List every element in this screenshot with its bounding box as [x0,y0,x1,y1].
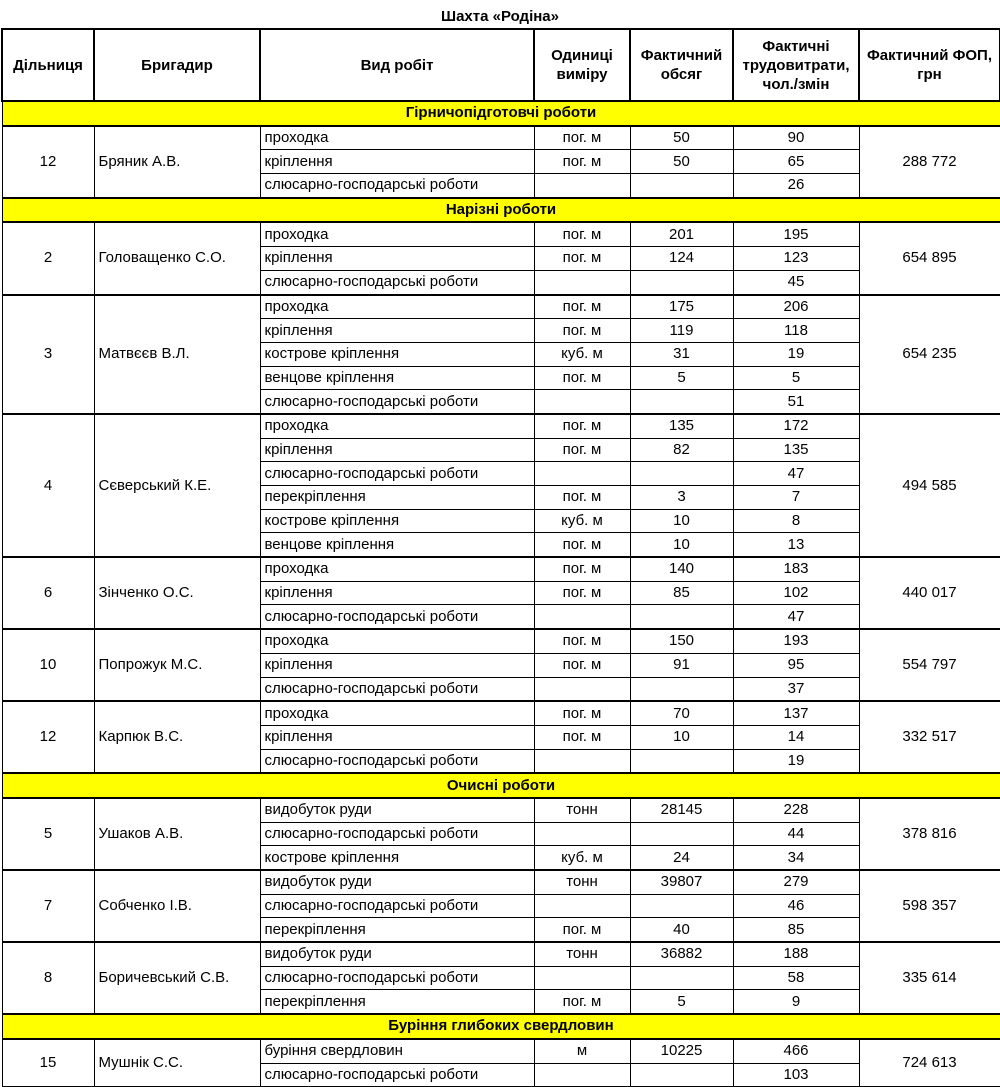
labor-cell: 188 [733,942,859,966]
unit-cell: пог. м [534,918,630,942]
foreman-name: Зінченко О.С. [94,557,260,629]
unit-cell: пог. м [534,414,630,438]
labor-cell: 137 [733,701,859,725]
volume-cell: 70 [630,701,733,725]
work-type: слюсарно-господарські роботи [260,677,534,701]
labor-cell: 47 [733,605,859,629]
work-type: перекріплення [260,990,534,1014]
labor-cell: 58 [733,966,859,990]
labor-cell: 279 [733,870,859,894]
section-number: 8 [2,942,94,1014]
work-type: буріння свердловин [260,1039,534,1063]
volume-cell: 150 [630,629,733,653]
labor-cell: 206 [733,295,859,319]
table-row [2,222,1000,246]
work-type: венцове кріплення [260,366,534,390]
unit-cell: куб. м [534,342,630,366]
unit-cell [534,822,630,846]
table-row [2,1039,1000,1063]
table-row [2,414,1000,438]
labor-cell: 13 [733,533,859,557]
labor-cell: 466 [733,1039,859,1063]
work-type: кріплення [260,319,534,343]
labor-cell: 46 [733,894,859,918]
foreman-name: Бряник А.В. [94,126,260,198]
unit-cell: куб. м [534,509,630,533]
labor-cell: 95 [733,653,859,677]
unit-cell: пог. м [534,295,630,319]
labor-cell: 51 [733,390,859,414]
table-header [2,29,1000,101]
section-number: 4 [2,414,94,557]
work-type: слюсарно-господарські роботи [260,390,534,414]
unit-cell [534,966,630,990]
category-row [2,773,1000,798]
unit-cell: пог. м [534,319,630,343]
header-volume: Фактичний обсяг [630,29,733,101]
work-type: проходка [260,222,534,246]
unit-cell: пог. м [534,653,630,677]
volume-cell [630,174,733,198]
work-type: венцове кріплення [260,533,534,557]
work-type: проходка [260,629,534,653]
table-body [2,101,1000,1087]
work-type: слюсарно-господарські роботи [260,894,534,918]
volume-cell: 119 [630,319,733,343]
category-row [2,1014,1000,1039]
fop-value: 654 235 [859,295,1000,414]
volume-cell: 28145 [630,798,733,822]
work-type: слюсарно-господарські роботи [260,605,534,629]
unit-cell: пог. м [534,126,630,150]
labor-cell: 26 [733,174,859,198]
volume-cell: 91 [630,653,733,677]
labor-cell: 14 [733,725,859,749]
fop-value: 335 614 [859,942,1000,1014]
unit-cell: пог. м [534,366,630,390]
labor-cell: 85 [733,918,859,942]
work-type: кострове кріплення [260,846,534,870]
volume-cell: 40 [630,918,733,942]
work-type: кріплення [260,438,534,462]
unit-cell: пог. м [534,486,630,510]
section-number: 12 [2,126,94,198]
volume-cell: 10 [630,533,733,557]
work-type: проходка [260,557,534,581]
labor-cell: 44 [733,822,859,846]
work-type: слюсарно-господарські роботи [260,1063,534,1087]
volume-cell: 82 [630,438,733,462]
work-type: проходка [260,701,534,725]
foreman-name: Матвєєв В.Л. [94,295,260,414]
unit-cell [534,894,630,918]
unit-cell: пог. м [534,581,630,605]
fop-value: 440 017 [859,557,1000,629]
section-number: 7 [2,870,94,942]
volume-cell [630,966,733,990]
work-type: кріплення [260,581,534,605]
table-row [2,295,1000,319]
labor-cell: 172 [733,414,859,438]
work-type: слюсарно-господарські роботи [260,966,534,990]
header-unit: Одиниці виміру [534,29,630,101]
work-type: проходка [260,295,534,319]
fop-value: 554 797 [859,629,1000,701]
mine-report-table [1,28,1000,1087]
work-type: кострове кріплення [260,342,534,366]
labor-cell: 37 [733,677,859,701]
work-type: кріплення [260,150,534,174]
table-row [2,942,1000,966]
unit-cell: пог. м [534,438,630,462]
unit-cell: тонн [534,798,630,822]
section-number: 12 [2,701,94,773]
work-type: проходка [260,414,534,438]
foreman-name: Ушаков А.В. [94,798,260,870]
volume-cell: 31 [630,342,733,366]
work-type: кострове кріплення [260,509,534,533]
labor-cell: 90 [733,126,859,150]
section-number: 6 [2,557,94,629]
volume-cell: 39807 [630,870,733,894]
fop-value: 598 357 [859,870,1000,942]
foreman-name: Головащенко С.О. [94,222,260,294]
volume-cell [630,894,733,918]
fop-value: 332 517 [859,701,1000,773]
volume-cell: 24 [630,846,733,870]
labor-cell: 34 [733,846,859,870]
volume-cell: 10 [630,509,733,533]
volume-cell: 5 [630,990,733,1014]
unit-cell: пог. м [534,533,630,557]
work-type: слюсарно-господарські роботи [260,822,534,846]
labor-cell: 45 [733,270,859,294]
volume-cell: 124 [630,247,733,271]
labor-cell: 19 [733,749,859,773]
foreman-name: Попрожук М.С. [94,629,260,701]
work-type: перекріплення [260,918,534,942]
category-row [2,101,1000,126]
work-type: слюсарно-господарські роботи [260,270,534,294]
unit-cell: пог. м [534,557,630,581]
labor-cell: 5 [733,366,859,390]
category-title: Очисні роботи [2,773,1000,798]
fop-value: 494 585 [859,414,1000,557]
section-number: 5 [2,798,94,870]
section-number: 3 [2,295,94,414]
work-type: кріплення [260,725,534,749]
foreman-name: Сєверський К.Е. [94,414,260,557]
unit-cell: тонн [534,870,630,894]
header-fop: Фактичний ФОП, грн [859,29,1000,101]
unit-cell [534,677,630,701]
labor-cell: 123 [733,247,859,271]
volume-cell: 5 [630,366,733,390]
labor-cell: 7 [733,486,859,510]
labor-cell: 228 [733,798,859,822]
foreman-name: Боричевський С.В. [94,942,260,1014]
work-type: кріплення [260,247,534,271]
work-type: перекріплення [260,486,534,510]
volume-cell: 140 [630,557,733,581]
volume-cell: 10225 [630,1039,733,1063]
unit-cell [534,749,630,773]
foreman-name: Собченко І.В. [94,870,260,942]
unit-cell: пог. м [534,150,630,174]
fop-value: 288 772 [859,126,1000,198]
volume-cell [630,462,733,486]
section-number: 15 [2,1039,94,1087]
labor-cell: 8 [733,509,859,533]
foreman-name: Мушнік С.С. [94,1039,260,1087]
unit-cell: куб. м [534,846,630,870]
volume-cell: 10 [630,725,733,749]
category-title: Гірничопідготовчі роботи [2,101,1000,126]
fop-value: 654 895 [859,222,1000,294]
fop-value: 378 816 [859,798,1000,870]
page-title: Шахта «Родіна» [441,8,559,25]
unit-cell: пог. м [534,725,630,749]
labor-cell: 118 [733,319,859,343]
category-row [2,198,1000,223]
section-number: 10 [2,629,94,701]
volume-cell: 135 [630,414,733,438]
work-type: слюсарно-господарські роботи [260,174,534,198]
unit-cell: пог. м [534,247,630,271]
table-row [2,870,1000,894]
labor-cell: 19 [733,342,859,366]
volume-cell: 85 [630,581,733,605]
work-type: слюсарно-господарські роботи [260,749,534,773]
volume-cell [630,605,733,629]
table-row [2,557,1000,581]
work-type: кріплення [260,653,534,677]
fop-value: 724 613 [859,1039,1000,1087]
volume-cell: 50 [630,126,733,150]
volume-cell: 50 [630,150,733,174]
unit-cell: пог. м [534,222,630,246]
table-row [2,701,1000,725]
foreman-name: Карпюк В.С. [94,701,260,773]
labor-cell: 183 [733,557,859,581]
category-title: Нарізні роботи [2,198,1000,223]
table-row [2,126,1000,150]
volume-cell: 3 [630,486,733,510]
unit-cell: пог. м [534,629,630,653]
volume-cell [630,749,733,773]
unit-cell [534,390,630,414]
header-work: Вид робіт [260,29,534,101]
work-type: видобуток руди [260,870,534,894]
work-type: слюсарно-господарські роботи [260,462,534,486]
work-type: проходка [260,126,534,150]
volume-cell: 175 [630,295,733,319]
table-row [2,629,1000,653]
labor-cell: 65 [733,150,859,174]
table-row [2,798,1000,822]
labor-cell: 47 [733,462,859,486]
unit-cell: м [534,1039,630,1063]
unit-cell [534,174,630,198]
unit-cell [534,270,630,294]
work-type: видобуток руди [260,798,534,822]
header-foreman: Бригадир [94,29,260,101]
category-title: Буріння глибоких свердловин [2,1014,1000,1039]
volume-cell [630,270,733,294]
labor-cell: 195 [733,222,859,246]
section-number: 2 [2,222,94,294]
labor-cell: 193 [733,629,859,653]
work-type: видобуток руди [260,942,534,966]
unit-cell [534,462,630,486]
volume-cell: 201 [630,222,733,246]
unit-cell: пог. м [534,701,630,725]
header-labor: Фактичні трудовитрати, чол./змін [733,29,859,101]
unit-cell [534,1063,630,1087]
volume-cell [630,822,733,846]
labor-cell: 9 [733,990,859,1014]
header-section: Дільниця [2,29,94,101]
unit-cell: тонн [534,942,630,966]
volume-cell [630,1063,733,1087]
unit-cell: пог. м [534,990,630,1014]
labor-cell: 135 [733,438,859,462]
unit-cell [534,605,630,629]
volume-cell: 36882 [630,942,733,966]
volume-cell [630,677,733,701]
volume-cell [630,390,733,414]
labor-cell: 103 [733,1063,859,1087]
labor-cell: 102 [733,581,859,605]
